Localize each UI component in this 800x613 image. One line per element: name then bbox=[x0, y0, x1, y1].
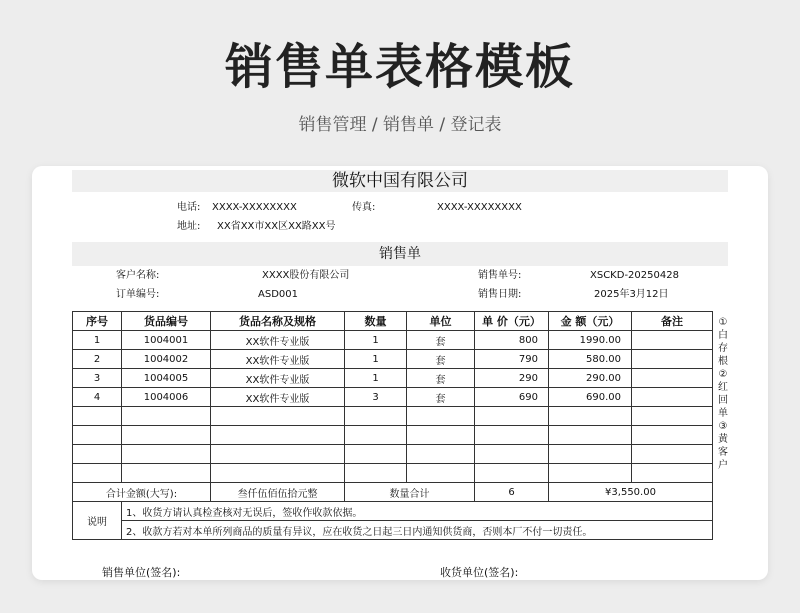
table-cell: 790 bbox=[475, 350, 549, 369]
sale-date-label: 销售日期: bbox=[478, 289, 522, 300]
table-row bbox=[73, 350, 713, 369]
order-value: ASD001 bbox=[258, 289, 298, 300]
empty-row bbox=[73, 407, 713, 426]
table-cell: 290.00 bbox=[549, 369, 632, 388]
note-line: 2、收款方若对本单所列商品的质量有异议，应在收货之日起三日内通知供货商，否则本厂不付一切责任。 bbox=[122, 521, 713, 540]
table-cell: 4 bbox=[73, 388, 122, 407]
table-cell: 1004006 bbox=[122, 388, 211, 407]
table-cell bbox=[632, 331, 713, 350]
empty-row bbox=[73, 445, 713, 464]
side-note-char: 户 bbox=[718, 460, 728, 471]
header-cell: 序号 bbox=[73, 312, 122, 331]
table-cell: 690 bbox=[475, 388, 549, 407]
sale-date-value: 2025年3月12日 bbox=[594, 289, 669, 300]
seller-signature-label: 销售单位(签名): bbox=[102, 566, 181, 579]
fax-value: XXXX-XXXXXXXX bbox=[437, 202, 522, 213]
customer-value: XXXX股份有限公司 bbox=[262, 270, 350, 281]
page-subtitle: 销售管理 / 销售单 / 登记表 bbox=[298, 115, 502, 135]
table-cell: XX软件专业版 bbox=[211, 331, 345, 350]
header-cell: 单位 bbox=[407, 312, 475, 331]
table-cell: 580.00 bbox=[549, 350, 632, 369]
table-cell: 690.00 bbox=[549, 388, 632, 407]
total-qty: 6 bbox=[475, 483, 549, 502]
header-cell: 数量 bbox=[345, 312, 407, 331]
side-note-char: 单 bbox=[718, 408, 728, 419]
document-title: 销售单 bbox=[72, 242, 728, 266]
table-cell: 3 bbox=[73, 369, 122, 388]
table-cell: XX软件专业版 bbox=[211, 350, 345, 369]
table-cell: 套 bbox=[407, 369, 475, 388]
table-row bbox=[73, 331, 713, 350]
table-cell bbox=[632, 388, 713, 407]
table-cell: 套 bbox=[407, 331, 475, 350]
table-cell: 1004002 bbox=[122, 350, 211, 369]
side-note-char: 存 bbox=[718, 343, 728, 354]
table-cell: 2 bbox=[73, 350, 122, 369]
table-cell: 套 bbox=[407, 350, 475, 369]
phone-label: 电话: bbox=[177, 202, 201, 213]
table-cell: 套 bbox=[407, 388, 475, 407]
total-qty-label: 数量合计 bbox=[345, 483, 475, 502]
table-cell: 1 bbox=[73, 331, 122, 350]
side-note-char: 客 bbox=[718, 447, 728, 458]
sale-no-label: 销售单号: bbox=[478, 270, 522, 281]
address-value: XX省XX市XX区XX路XX号 bbox=[217, 221, 336, 232]
total-amount-text: 叁仟伍佰伍拾元整 bbox=[211, 483, 345, 502]
side-note-char: ① bbox=[718, 317, 728, 328]
note-line: 1、收货方请认真检查核对无误后，签收作收款依据。 bbox=[122, 502, 713, 521]
side-note-char: 根 bbox=[718, 356, 728, 367]
sale-no-value: XSCKD-20250428 bbox=[590, 270, 679, 281]
table-cell: 3 bbox=[345, 388, 407, 407]
customer-label: 客户名称: bbox=[116, 270, 160, 281]
side-note-char: 回 bbox=[718, 395, 728, 406]
fax-label: 传真: bbox=[352, 202, 376, 213]
table-cell: XX软件专业版 bbox=[211, 369, 345, 388]
header-cell: 备注 bbox=[632, 312, 713, 331]
notes-label: 说明 bbox=[73, 502, 122, 540]
side-note-char: ③ bbox=[718, 421, 728, 432]
side-note-char: 白 bbox=[718, 330, 728, 341]
phone-value: XXXX-XXXXXXXX bbox=[212, 202, 297, 213]
header-cell: 货品编号 bbox=[122, 312, 211, 331]
table-cell bbox=[632, 369, 713, 388]
total-amount-label: 合计金额(大写): bbox=[73, 483, 211, 502]
header-cell: 货品名称及规格 bbox=[211, 312, 345, 331]
order-label: 订单编号: bbox=[116, 289, 160, 300]
header-cell: 单 价（元） bbox=[475, 312, 549, 331]
receiver-signature-label: 收货单位(签名): bbox=[440, 566, 519, 579]
items-table bbox=[72, 311, 713, 540]
table-cell: 1990.00 bbox=[549, 331, 632, 350]
side-note-char: 红 bbox=[718, 382, 728, 393]
table-header-row bbox=[73, 312, 713, 331]
total-row bbox=[73, 483, 713, 502]
note-row bbox=[73, 521, 713, 540]
side-note-char: 黄 bbox=[718, 434, 728, 445]
note-row bbox=[73, 502, 713, 521]
table-cell: 1004001 bbox=[122, 331, 211, 350]
side-note-char: ② bbox=[718, 369, 728, 380]
total-value: ¥3,550.00 bbox=[549, 483, 713, 502]
empty-row bbox=[73, 426, 713, 445]
table-cell: 1 bbox=[345, 369, 407, 388]
table-cell: 1004005 bbox=[122, 369, 211, 388]
sales-form-sheet bbox=[32, 166, 768, 580]
table-cell: XX软件专业版 bbox=[211, 388, 345, 407]
table-cell: 1 bbox=[345, 350, 407, 369]
copy-distribution-note bbox=[716, 316, 730, 472]
table-cell: 1 bbox=[345, 331, 407, 350]
empty-row bbox=[73, 464, 713, 483]
table-row bbox=[73, 388, 713, 407]
address-label: 地址: bbox=[177, 221, 201, 232]
table-cell: 800 bbox=[475, 331, 549, 350]
table-cell: 290 bbox=[475, 369, 549, 388]
company-name: 微软中国有限公司 bbox=[72, 170, 728, 192]
table-cell bbox=[632, 350, 713, 369]
header-cell: 金 额（元） bbox=[549, 312, 632, 331]
page-title: 销售单表格模板 bbox=[224, 39, 575, 95]
table-row bbox=[73, 369, 713, 388]
